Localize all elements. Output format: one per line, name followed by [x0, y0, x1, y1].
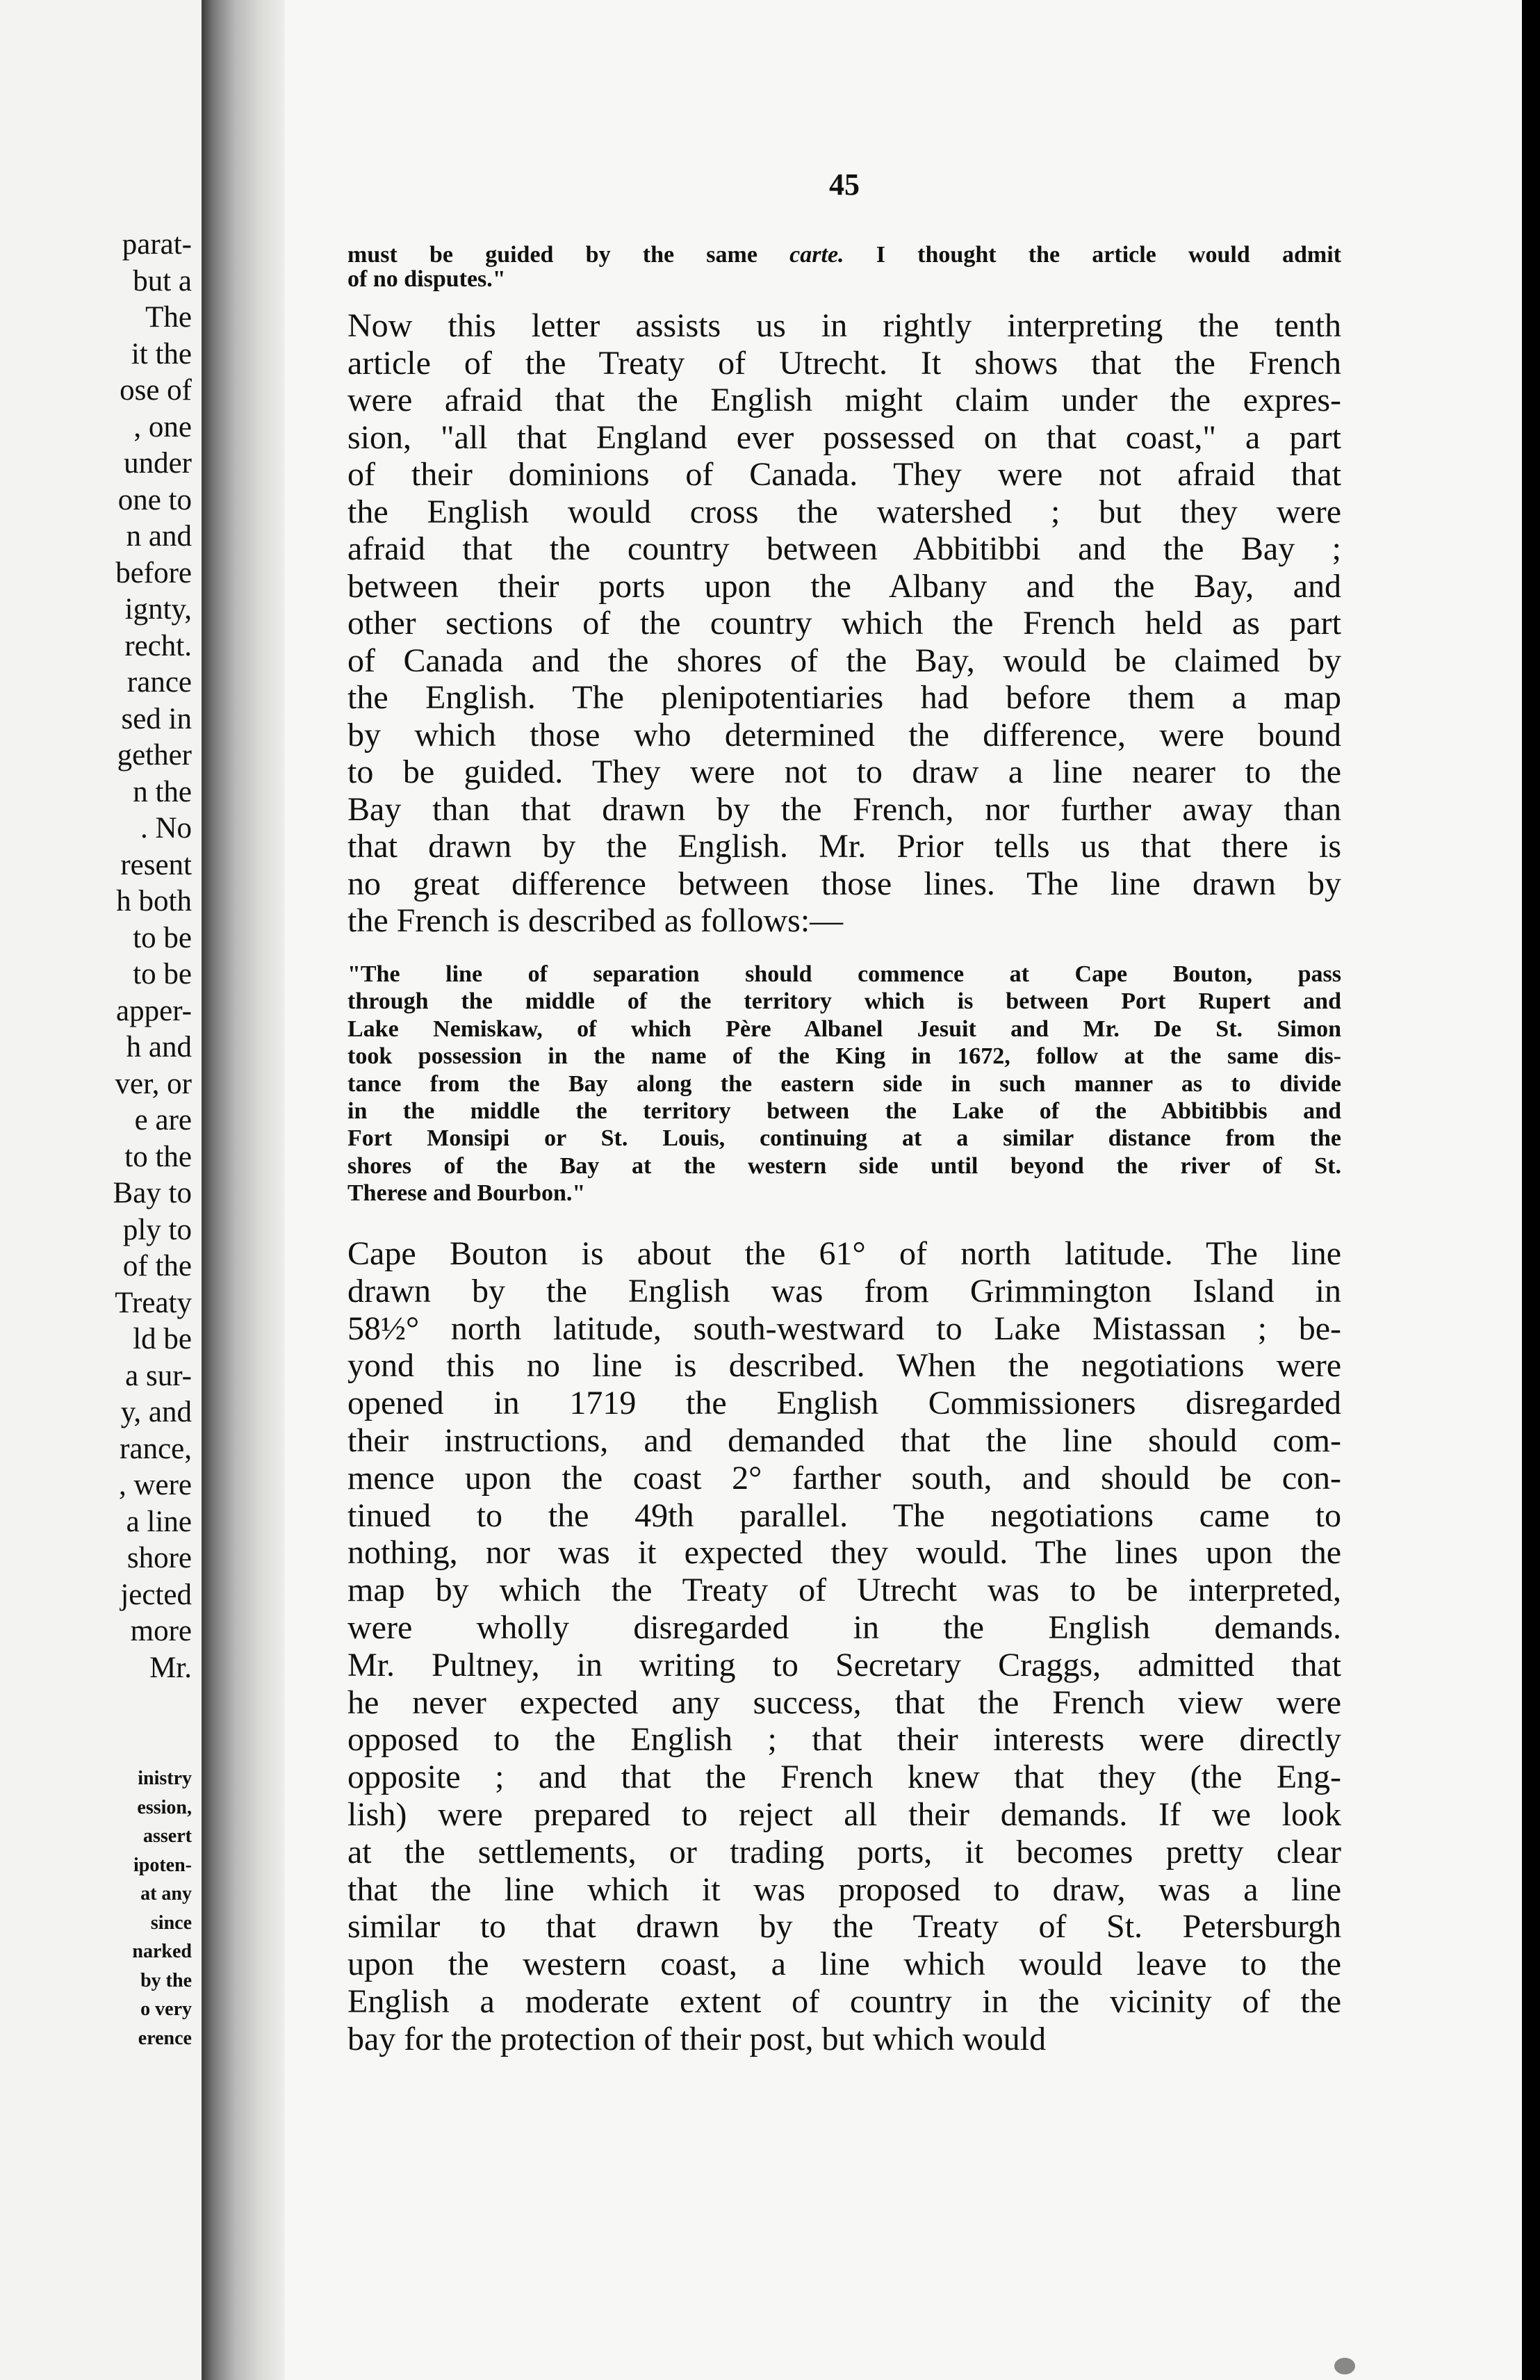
- left-page-fragment: n and: [126, 520, 192, 553]
- left-page-fragment: h and: [126, 1031, 192, 1063]
- left-page-fragment: e are: [134, 1104, 192, 1136]
- book-gutter: [202, 0, 285, 2380]
- left-page-fragment: y, and: [120, 1396, 192, 1428]
- left-page-fragment: ld be: [133, 1323, 192, 1355]
- page-number: 45: [829, 168, 860, 202]
- left-page-note-fragment: inistry: [138, 1768, 192, 1789]
- top-line-2-text: of no disputes.": [347, 266, 506, 292]
- top-line-1-tail: I thought the article would admit: [844, 242, 1341, 268]
- left-page-fragment: Bay to: [113, 1177, 192, 1209]
- paragraph-2-line: map by which the Treaty of Utrecht was to be interpreted,: [347, 1572, 1341, 1609]
- paragraph-1-line: article of the Treaty of Utrecht. It shows that the French: [347, 344, 1341, 382]
- top-line-1: [347, 243, 1341, 267]
- left-page-note-fragment: ipoten-: [133, 1854, 192, 1876]
- left-page-fragment: ply to: [122, 1213, 192, 1246]
- quote-line: through the middle of the territory which is between Port Rupert and: [347, 988, 1341, 1015]
- paragraph-2-line: their instructions, and demanded that the line should com-: [347, 1422, 1341, 1459]
- left-page-fragment: under: [124, 447, 192, 480]
- left-page-fragment: ignty,: [124, 593, 192, 626]
- left-page-fragment: ver, or: [115, 1067, 192, 1100]
- quote-line: Therese and Bourbon.": [347, 1180, 586, 1207]
- left-page-fragment: of the: [122, 1250, 192, 1282]
- left-page-fragment: . No: [140, 812, 192, 845]
- left-page-fragment: resent: [120, 848, 192, 881]
- left-page-fragment: to be: [133, 921, 192, 954]
- left-page-fragment: ose of: [120, 374, 192, 407]
- left-page-edge: [0, 0, 202, 2380]
- paragraph-1-line: by which those who determined the difference, were bound: [347, 716, 1341, 753]
- paragraph-1-line: of their dominions of Canada. They were not afraid that: [347, 456, 1341, 493]
- page-blemish: [1334, 2358, 1355, 2374]
- paragraph-1-line: afraid that the country between Abbitibbi and the Bay ;: [347, 530, 1341, 567]
- left-page-fragment: a line: [126, 1505, 192, 1538]
- paragraph-1-line: Now this letter assists us in rightly interpreting the tenth: [347, 307, 1341, 344]
- paragraph-2-line: Cape Bouton is about the 61° of north latitude. The line: [347, 1235, 1341, 1272]
- left-page-note-fragment: narked: [132, 1941, 192, 1962]
- left-page-fragment: recht.: [124, 629, 192, 662]
- left-page-fragment: apper-: [116, 994, 192, 1027]
- left-page-fragment: rance: [126, 666, 192, 699]
- left-page-note-fragment: assert: [143, 1825, 192, 1847]
- quote-line: Lake Nemiskaw, of which Père Albanel Jesuit and Mr. De St. Simon: [347, 1016, 1341, 1042]
- left-page-fragment: The: [145, 301, 192, 334]
- left-page-note-fragment: by the: [140, 1969, 192, 1991]
- left-page-fragment: to the: [124, 1140, 192, 1173]
- left-page-fragment: but a: [133, 264, 192, 298]
- left-page-fragment: it the: [131, 337, 192, 370]
- quote-line: tance from the Bay along the eastern side in such manner as to divide: [347, 1070, 1341, 1097]
- paragraph-1-line: that drawn by the English. Mr. Prior tells us that there is: [347, 828, 1341, 865]
- paragraph-1-line: the French is described as follows:—: [347, 902, 844, 939]
- paragraph-1-line: the English. The plenipotentiaries had before them a map: [347, 679, 1341, 716]
- paragraph-1-line: Bay than that drawn by the French, nor further away than: [347, 790, 1341, 828]
- paragraph-2-line: opened in 1719 the English Commissioners disregarded: [347, 1385, 1341, 1422]
- paragraph-1-line: to be guided. They were not to draw a line nearer to the: [347, 753, 1341, 790]
- left-page-fragment: parat-: [122, 228, 192, 261]
- quote-line: Fort Monsipi or St. Louis, continuing at a similar distance from the: [347, 1125, 1341, 1152]
- paragraph-2-line: opposite ; and that the French knew that they (the Eng-: [347, 1759, 1341, 1796]
- left-page-fragment: h both: [116, 885, 192, 918]
- paragraph-2-line: yond this no line is described. When the negotiations were: [347, 1347, 1341, 1385]
- left-page-fragment: to be: [133, 958, 192, 991]
- paragraph-2-line: Mr. Pultney, in writing to Secretary Craggs, admitted that: [347, 1646, 1341, 1684]
- left-page-note-fragment: at any: [140, 1883, 192, 1905]
- top-line-1-text: must be guided by the same: [347, 242, 790, 268]
- quote-line: in the middle the territory between the Lake of the Abbitibbis and: [347, 1098, 1341, 1124]
- paragraph-2-line: upon the western coast, a line which would leave to the: [347, 1946, 1341, 1983]
- paragraph-2-line: 58½° north latitude, south-westward to Lake Mistassan ; be-: [347, 1310, 1341, 1347]
- paragraph-2-line: that the line which it was proposed to draw, was a line: [347, 1870, 1341, 1908]
- left-page-fragment: Treaty: [115, 1286, 192, 1319]
- left-page-fragment: , were: [118, 1469, 192, 1501]
- paragraph-2-line: at the settlements, or trading ports, it becomes pretty clear: [347, 1833, 1341, 1870]
- left-page-note-fragment: since: [150, 1912, 192, 1934]
- top-line-2: [347, 268, 1341, 291]
- paragraph-1-line: of Canada and the shores of the Bay, would be claimed by: [347, 642, 1341, 679]
- left-page-fragment: Mr.: [149, 1651, 192, 1684]
- left-page-fragment: jected: [120, 1578, 192, 1611]
- left-page-fragment: , one: [133, 410, 192, 443]
- paragraph-2-line: nothing, nor was it expected they would. The lines upon the: [347, 1534, 1341, 1572]
- left-page-fragment: before: [115, 556, 192, 589]
- left-page-fragment: rance,: [120, 1432, 192, 1465]
- paragraph-1-line: between their ports upon the Albany and the Bay, and: [347, 567, 1341, 605]
- left-page-note-fragment: o very: [140, 1998, 192, 2020]
- paragraph-1-line: the English would cross the watershed ; but they were: [347, 493, 1341, 530]
- paragraph-1-line: no great difference between those lines. The line drawn by: [347, 865, 1341, 902]
- paragraph-2-line: mence upon the coast 2° farther south, and should be con-: [347, 1459, 1341, 1497]
- paragraph-2-line: similar to that drawn by the Treaty of St. Petersburgh: [347, 1908, 1341, 1946]
- left-page-note-fragment: ession,: [137, 1796, 192, 1818]
- paragraph-2-line: tinued to the 49th parallel. The negotiations came to: [347, 1497, 1341, 1534]
- left-page-fragment: shore: [126, 1542, 192, 1574]
- left-page-fragment: more: [130, 1615, 192, 1647]
- paragraph-2-line: English a moderate extent of country in the vicinity of the: [347, 1983, 1341, 2020]
- quote-line: "The line of separation should commence at Cape Bouton, pass: [347, 961, 1341, 987]
- paragraph-1-line: other sections of the country which the French held as part: [347, 605, 1341, 642]
- left-page-note-fragment: erence: [138, 2027, 192, 2049]
- quote-line: took possession in the name of the King in 1672, follow at the same dis-: [347, 1043, 1341, 1070]
- left-page-fragment: gether: [117, 739, 192, 772]
- left-page-fragment: one to: [117, 483, 192, 516]
- left-page-fragment: n the: [133, 775, 192, 808]
- paragraph-2-line: bay for the protection of their post, but which would: [347, 2020, 1047, 2057]
- quote-line: shores of the Bay at the western side until beyond the river of St.: [347, 1152, 1341, 1179]
- paragraph-2-line: lish) were prepared to reject all their demands. If we look: [347, 1796, 1341, 1833]
- paragraph-2-line: he never expected any success, that the French view were: [347, 1684, 1341, 1721]
- paragraph-2-line: were wholly disregarded in the English demands.: [347, 1609, 1341, 1646]
- left-page-fragment: sed in: [121, 702, 192, 735]
- paragraph-1-line: sion, "all that England ever possessed on that coast," a part: [347, 418, 1341, 456]
- right-page: [285, 0, 1522, 2380]
- paragraph-2-line: drawn by the English was from Grimmington Island in: [347, 1272, 1341, 1310]
- paragraph-1-line: were afraid that the English might claim under the expres-: [347, 382, 1341, 418]
- top-line-1-italic: carte.: [789, 242, 844, 268]
- left-page-fragment: a sur-: [125, 1359, 192, 1392]
- paragraph-2-line: opposed to the English ; that their interests were directly: [347, 1721, 1341, 1759]
